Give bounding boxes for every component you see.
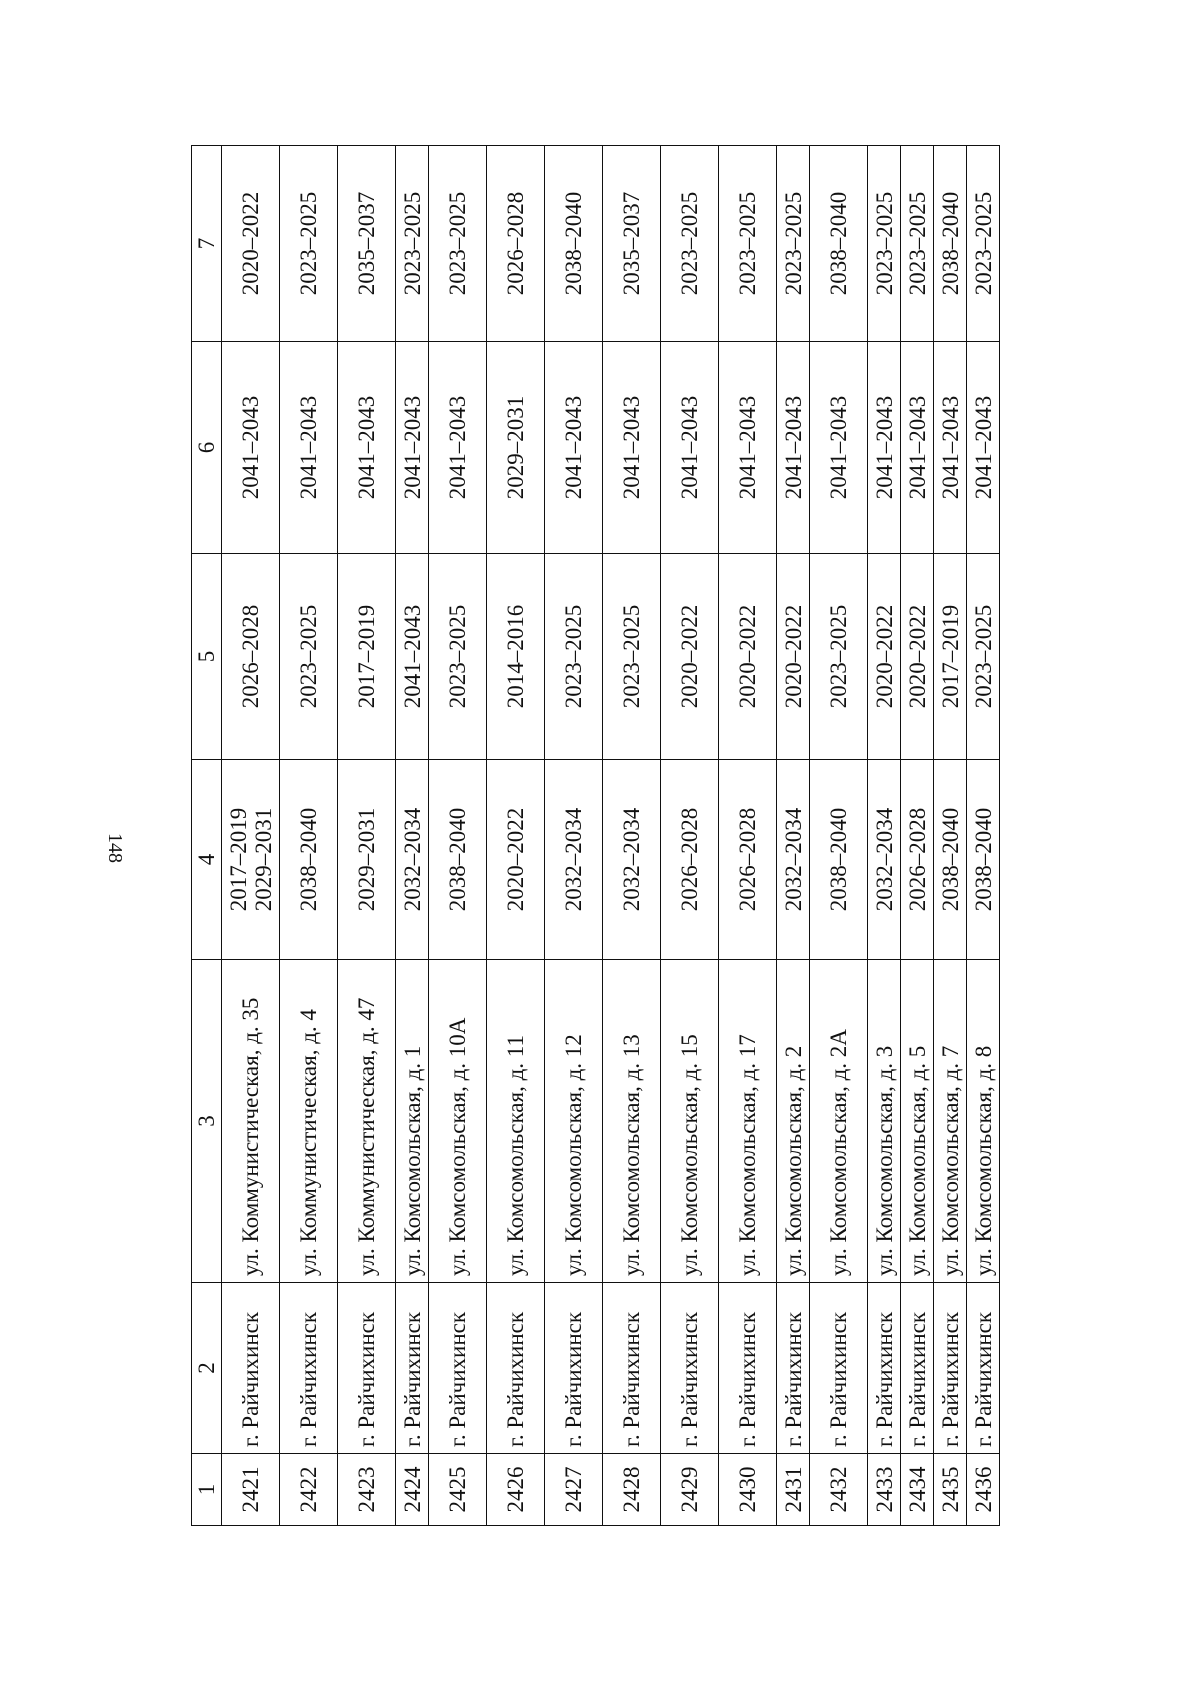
column-header: 7 bbox=[192, 146, 222, 342]
address-cell: ул. Комсомольская, д. 15 bbox=[661, 960, 719, 1283]
period-col4-cell: 2038–2040 bbox=[967, 760, 1000, 960]
period-col7-cell: 2023–2025 bbox=[661, 146, 719, 342]
city-cell: г. Райчихинск bbox=[603, 1283, 661, 1454]
city-cell: г. Райчихинск bbox=[901, 1283, 934, 1454]
city-cell: г. Райчихинск bbox=[396, 1283, 429, 1454]
period-col6-cell: 2041–2043 bbox=[603, 342, 661, 554]
period-col5-cell: 2017–2019 bbox=[934, 554, 967, 760]
period-col4-cell: 2038–2040 bbox=[810, 760, 868, 960]
period-col7-cell: 2026–2028 bbox=[487, 146, 545, 342]
period-col4-cell: 2020–2022 bbox=[487, 760, 545, 960]
address-cell: ул. Коммунистическая, д. 47 bbox=[338, 960, 396, 1283]
period-col4-cell: 2038–2040 bbox=[280, 760, 338, 960]
period-col7-cell: 2038–2040 bbox=[934, 146, 967, 342]
address-cell: ул. Комсомольская, д. 2 bbox=[777, 960, 810, 1283]
period-col6-cell: 2041–2043 bbox=[810, 342, 868, 554]
row-number-cell: 2424 bbox=[396, 1454, 429, 1526]
period-col6-cell: 2041–2043 bbox=[901, 342, 934, 554]
period-col4-cell: 2032–2034 bbox=[545, 760, 603, 960]
period-col6-cell: 2029–2031 bbox=[487, 342, 545, 554]
table-body bbox=[222, 146, 1000, 1526]
period-col7-cell: 2020–2022 bbox=[222, 146, 280, 342]
period-col4-cell: 2026–2028 bbox=[901, 760, 934, 960]
table-row bbox=[661, 146, 719, 1526]
row-number-cell: 2425 bbox=[429, 1454, 487, 1526]
table-row bbox=[810, 146, 868, 1526]
table-row bbox=[429, 146, 487, 1526]
table-row bbox=[280, 146, 338, 1526]
row-number-cell: 2426 bbox=[487, 1454, 545, 1526]
period-col4-cell: 2026–2028 bbox=[661, 760, 719, 960]
period-col5-cell: 2014–2016 bbox=[487, 554, 545, 760]
period-col4-cell: 2032–2034 bbox=[868, 760, 901, 960]
period-col5-cell: 2023–2025 bbox=[603, 554, 661, 760]
address-cell: ул. Комсомольская, д. 7 bbox=[934, 960, 967, 1283]
period-col6-cell: 2041–2043 bbox=[868, 342, 901, 554]
address-cell: ул. Комсомольская, д. 1 bbox=[396, 960, 429, 1283]
address-cell: ул. Комсомольская, д. 13 bbox=[603, 960, 661, 1283]
column-header: 2 bbox=[192, 1283, 222, 1454]
period-col7-cell: 2023–2025 bbox=[967, 146, 1000, 342]
row-number-cell: 2423 bbox=[338, 1454, 396, 1526]
period-col7-cell: 2038–2040 bbox=[545, 146, 603, 342]
row-number-cell: 2422 bbox=[280, 1454, 338, 1526]
table-row bbox=[487, 146, 545, 1526]
table-row bbox=[777, 146, 810, 1526]
period-col7-cell: 2023–2025 bbox=[868, 146, 901, 342]
period-col7-cell: 2023–2025 bbox=[396, 146, 429, 342]
period-col6-cell: 2041–2043 bbox=[545, 342, 603, 554]
period-col5-cell: 2023–2025 bbox=[810, 554, 868, 760]
period-col5-cell: 2020–2022 bbox=[901, 554, 934, 760]
period-col7-cell: 2023–2025 bbox=[429, 146, 487, 342]
period-col5-cell: 2020–2022 bbox=[868, 554, 901, 760]
period-col6-cell: 2041–2043 bbox=[396, 342, 429, 554]
period-col7-cell: 2023–2025 bbox=[901, 146, 934, 342]
table-row bbox=[396, 146, 429, 1526]
address-cell: ул. Комсомольская, д. 12 bbox=[545, 960, 603, 1283]
table-row bbox=[222, 146, 280, 1526]
address-cell: ул. Коммунистическая, д. 4 bbox=[280, 960, 338, 1283]
period-col7-cell: 2035–2037 bbox=[338, 146, 396, 342]
city-cell: г. Райчихинск bbox=[777, 1283, 810, 1454]
period-col5-cell: 2041–2043 bbox=[396, 554, 429, 760]
period-col6-cell: 2041–2043 bbox=[719, 342, 777, 554]
period-col4-cell: 2017–2019 2029–2031 bbox=[222, 760, 280, 960]
row-number-cell: 2427 bbox=[545, 1454, 603, 1526]
period-col5-cell: 2026–2028 bbox=[222, 554, 280, 760]
period-col5-cell: 2023–2025 bbox=[429, 554, 487, 760]
column-header: 1 bbox=[192, 1454, 222, 1526]
table-row bbox=[545, 146, 603, 1526]
city-cell: г. Райчихинск bbox=[934, 1283, 967, 1454]
header-row bbox=[192, 146, 222, 1526]
row-number-cell: 2421 bbox=[222, 1454, 280, 1526]
period-col7-cell: 2023–2025 bbox=[719, 146, 777, 342]
address-cell: ул. Коммунистическая, д. 35 bbox=[222, 960, 280, 1283]
row-number-cell: 2428 bbox=[603, 1454, 661, 1526]
period-col5-cell: 2017–2019 bbox=[338, 554, 396, 760]
period-col6-cell: 2041–2043 bbox=[777, 342, 810, 554]
city-cell: г. Райчихинск bbox=[338, 1283, 396, 1454]
column-header: 3 bbox=[192, 960, 222, 1283]
period-col4-cell: 2032–2034 bbox=[603, 760, 661, 960]
row-number-cell: 2434 bbox=[901, 1454, 934, 1526]
address-cell: ул. Комсомольская, д. 5 bbox=[901, 960, 934, 1283]
address-cell: ул. Комсомольская, д. 10А bbox=[429, 960, 487, 1283]
period-col4-cell: 2026–2028 bbox=[719, 760, 777, 960]
city-cell: г. Райчихинск bbox=[661, 1283, 719, 1454]
column-header: 4 bbox=[192, 760, 222, 960]
period-col6-cell: 2041–2043 bbox=[967, 342, 1000, 554]
city-cell: г. Райчихинск bbox=[967, 1283, 1000, 1454]
period-col7-cell: 2023–2025 bbox=[777, 146, 810, 342]
table-row bbox=[901, 146, 934, 1526]
column-header: 5 bbox=[192, 554, 222, 760]
address-cell: ул. Комсомольская, д. 2А bbox=[810, 960, 868, 1283]
table-row bbox=[603, 146, 661, 1526]
city-cell: г. Райчихинск bbox=[810, 1283, 868, 1454]
city-cell: г. Райчихинск bbox=[429, 1283, 487, 1454]
period-col5-cell: 2023–2025 bbox=[967, 554, 1000, 760]
row-number-cell: 2430 bbox=[719, 1454, 777, 1526]
city-cell: г. Райчихинск bbox=[280, 1283, 338, 1454]
period-col7-cell: 2038–2040 bbox=[810, 146, 868, 342]
row-number-cell: 2432 bbox=[810, 1454, 868, 1526]
table-row bbox=[338, 146, 396, 1526]
period-col4-cell: 2038–2040 bbox=[429, 760, 487, 960]
row-number-cell: 2433 bbox=[868, 1454, 901, 1526]
table-row bbox=[934, 146, 967, 1526]
city-cell: г. Райчихинск bbox=[487, 1283, 545, 1454]
city-cell: г. Райчихинск bbox=[222, 1283, 280, 1454]
page-number: 148 bbox=[104, 833, 126, 863]
address-cell: ул. Комсомольская, д. 11 bbox=[487, 960, 545, 1283]
city-cell: г. Райчихинск bbox=[868, 1283, 901, 1454]
period-col5-cell: 2020–2022 bbox=[661, 554, 719, 760]
period-col7-cell: 2023–2025 bbox=[280, 146, 338, 342]
period-col5-cell: 2020–2022 bbox=[719, 554, 777, 760]
city-cell: г. Райчихинск bbox=[719, 1283, 777, 1454]
address-cell: ул. Комсомольская, д. 8 bbox=[967, 960, 1000, 1283]
row-number-cell: 2431 bbox=[777, 1454, 810, 1526]
table-row bbox=[868, 146, 901, 1526]
rotated-table-container bbox=[191, 146, 1111, 1526]
period-col4-cell: 2029–2031 bbox=[338, 760, 396, 960]
period-col7-cell: 2035–2037 bbox=[603, 146, 661, 342]
registry-table bbox=[191, 145, 1000, 1526]
period-col6-cell: 2041–2043 bbox=[222, 342, 280, 554]
period-col6-cell: 2041–2043 bbox=[429, 342, 487, 554]
address-cell: ул. Комсомольская, д. 17 bbox=[719, 960, 777, 1283]
period-col5-cell: 2020–2022 bbox=[777, 554, 810, 760]
period-col6-cell: 2041–2043 bbox=[338, 342, 396, 554]
period-col5-cell: 2023–2025 bbox=[280, 554, 338, 760]
period-col6-cell: 2041–2043 bbox=[280, 342, 338, 554]
row-number-cell: 2429 bbox=[661, 1454, 719, 1526]
period-col4-cell: 2032–2034 bbox=[396, 760, 429, 960]
period-col4-cell: 2032–2034 bbox=[777, 760, 810, 960]
period-col5-cell: 2023–2025 bbox=[545, 554, 603, 760]
table-header bbox=[192, 146, 222, 1526]
table-row bbox=[967, 146, 1000, 1526]
row-number-cell: 2435 bbox=[934, 1454, 967, 1526]
period-col6-cell: 2041–2043 bbox=[934, 342, 967, 554]
column-header: 6 bbox=[192, 342, 222, 554]
row-number-cell: 2436 bbox=[967, 1454, 1000, 1526]
period-col6-cell: 2041–2043 bbox=[661, 342, 719, 554]
city-cell: г. Райчихинск bbox=[545, 1283, 603, 1454]
address-cell: ул. Комсомольская, д. 3 bbox=[868, 960, 901, 1283]
period-col4-cell: 2038–2040 bbox=[934, 760, 967, 960]
table-row bbox=[719, 146, 777, 1526]
